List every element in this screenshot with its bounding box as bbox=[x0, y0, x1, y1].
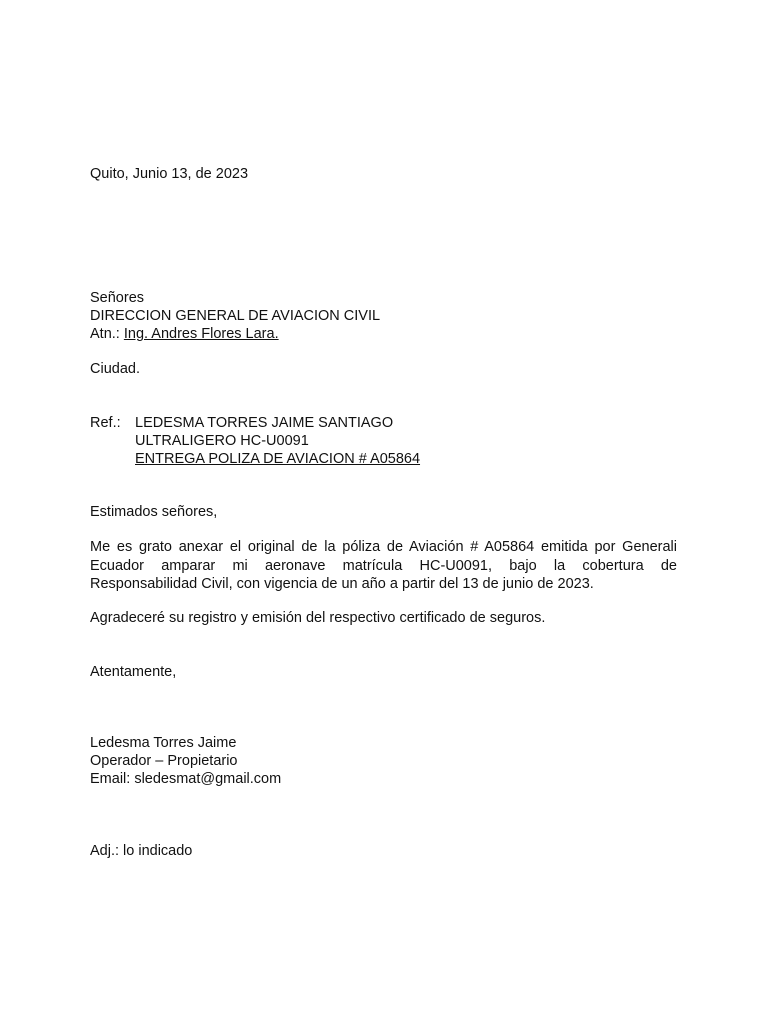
recipient-organization: DIRECCION GENERAL DE AVIACION CIVIL bbox=[90, 308, 381, 324]
closing: Atentamente, bbox=[90, 664, 177, 680]
attention-name: Ing. Andres Flores Lara. bbox=[123, 326, 279, 342]
recipient-salutation: Señores bbox=[90, 290, 145, 306]
body-paragraph-1-line-3: Responsabilidad Civil, con vigencia de un año a partir del 13 de junio de 2023. bbox=[90, 576, 594, 592]
body-paragraph-1 bbox=[90, 538, 677, 594]
greeting: Estimados señores, bbox=[90, 504, 218, 520]
reference-label: Ref.: bbox=[90, 415, 121, 431]
signature-email: Email: sledesmat@gmail.com bbox=[90, 771, 282, 787]
body-paragraph-2: Agradeceré su registro y emisión del respectivo certificado de seguros. bbox=[90, 610, 546, 626]
attention-label: Atn.: bbox=[90, 326, 120, 342]
reference-line-3: ENTREGA POLIZA DE AVIACION # A05864 bbox=[135, 451, 421, 467]
recipient-city: Ciudad. bbox=[90, 361, 140, 377]
attention-line bbox=[90, 325, 279, 343]
reference-line-2: ULTRALIGERO HC-U0091 bbox=[135, 433, 309, 449]
signature-name: Ledesma Torres Jaime bbox=[90, 735, 237, 751]
date-line: Quito, Junio 13, de 2023 bbox=[90, 166, 249, 182]
attachment-note: Adj.: lo indicado bbox=[90, 843, 193, 859]
reference-line-1: LEDESMA TORRES JAIME SANTIAGO bbox=[135, 415, 394, 431]
signature-role: Operador – Propietario bbox=[90, 753, 238, 769]
body-paragraph-1-line-1: Me es grato anexar el original de la póliza de Aviación # A05864 emitida por Generali bbox=[90, 539, 677, 555]
body-paragraph-1-line-2: Ecuador amparar mi aeronave matrícula HC-U0091, bajo la cobertura de bbox=[90, 557, 677, 574]
